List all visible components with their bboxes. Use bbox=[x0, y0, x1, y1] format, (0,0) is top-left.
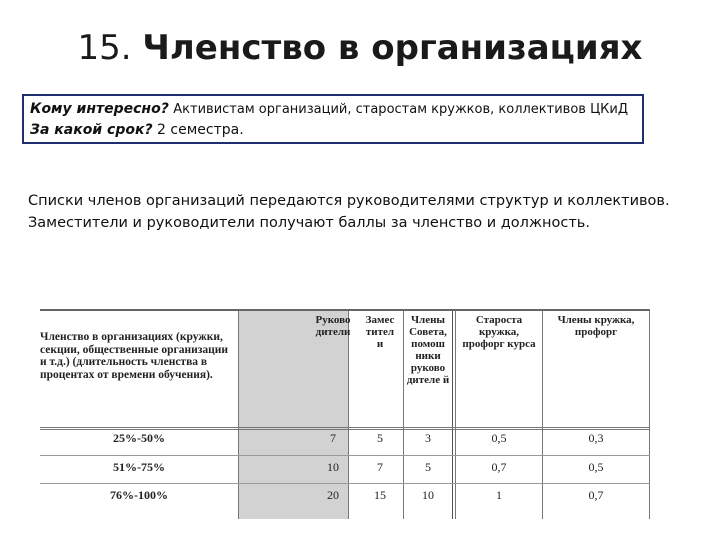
audience-question: Кому интересно? bbox=[30, 101, 169, 117]
table-divider bbox=[403, 311, 404, 519]
row-label: 25%-50% bbox=[113, 431, 165, 445]
row-label: 51%-75% bbox=[113, 460, 165, 474]
column-header-heads: Руково дители bbox=[315, 314, 351, 338]
table-cell: 10 bbox=[327, 460, 339, 474]
description-paragraph bbox=[28, 190, 708, 234]
column-header-headman: Староста кружка, профорг курса bbox=[462, 314, 536, 350]
column-header-deputies: Замес тител и bbox=[365, 314, 395, 350]
table-cell: 7 bbox=[377, 460, 383, 474]
table-divider bbox=[455, 311, 456, 519]
table-row-separator bbox=[40, 483, 650, 484]
audience-answer: Активистам организаций, старостам кружков, коллективов ЦКиД bbox=[173, 102, 629, 117]
column-header-members: Члены кружка, профорг bbox=[557, 314, 635, 338]
description-line-1: Списки членов организаций передаются руководителями структур и коллективов. bbox=[28, 193, 670, 209]
score-table bbox=[40, 309, 650, 519]
table-cell: 10 bbox=[422, 488, 434, 502]
description-line-2: Заместители и руководители получают баллы за членство и должность. bbox=[28, 215, 590, 231]
table-cell: 5 bbox=[425, 460, 431, 474]
table-cell: 0,7 bbox=[588, 488, 604, 502]
slide-title bbox=[0, 28, 720, 68]
table-header-separator bbox=[40, 427, 650, 430]
table-row-header: Членство в организациях (кружки, секции, общественные организации и т.д.) (длительность членства в процентах от времени обучения). bbox=[40, 331, 228, 381]
table-cell: 7 bbox=[330, 431, 336, 445]
table-cell: 0,5 bbox=[491, 431, 507, 445]
table-divider bbox=[649, 311, 650, 519]
table-cell: 5 bbox=[377, 431, 383, 445]
table-cell: 1 bbox=[496, 488, 502, 502]
period-question: За какой срок? bbox=[30, 122, 153, 138]
table-cell: 15 bbox=[374, 488, 386, 502]
table-divider bbox=[542, 311, 543, 519]
table-row-separator bbox=[40, 455, 650, 456]
period-answer: 2 семестра. bbox=[157, 122, 244, 138]
table-cell: 0,7 bbox=[491, 460, 507, 474]
table-cell: 3 bbox=[425, 431, 431, 445]
table-cell: 20 bbox=[327, 488, 339, 502]
info-box bbox=[22, 94, 644, 144]
slide-heading: Членство в организациях bbox=[142, 28, 643, 68]
table-cell: 0,3 bbox=[588, 431, 604, 445]
table-cell: 0,5 bbox=[588, 460, 604, 474]
row-label: 76%-100% bbox=[110, 488, 168, 502]
column-header-council: Члены Совета, помош ники руково дителе й bbox=[406, 314, 450, 386]
table-divider bbox=[238, 311, 239, 519]
table-divider bbox=[452, 311, 453, 519]
slide-number: 15. bbox=[77, 28, 132, 68]
